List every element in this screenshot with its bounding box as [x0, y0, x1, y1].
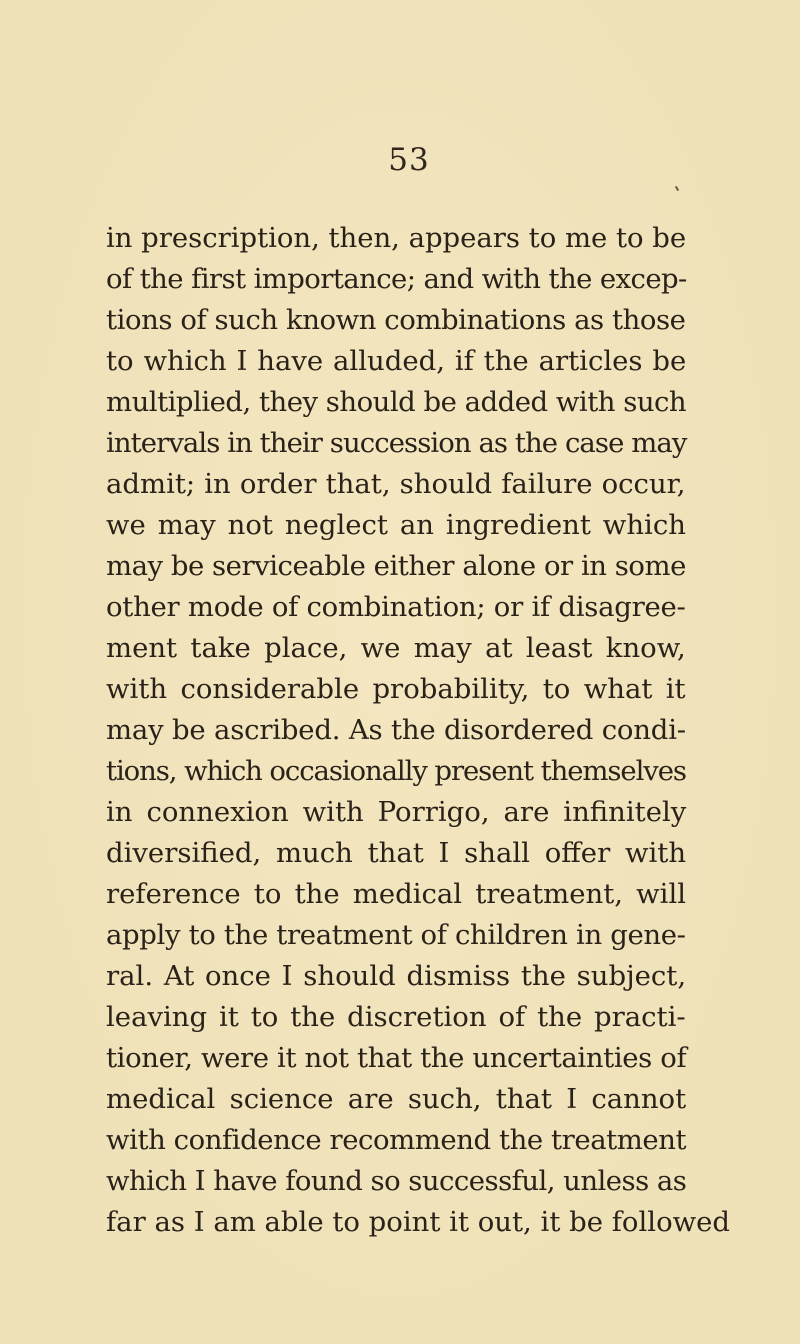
text-line: multiplied, they should be added with such — [106, 386, 687, 418]
text-line: admit; in order that, should failure occur, — [106, 468, 686, 500]
page-number — [0, 142, 800, 178]
text-line: in connexion with Porrigo, are infinitely — [106, 796, 687, 828]
text-line: apply to the treatment of children in gene- — [106, 919, 686, 951]
text-line: to which I have alluded, if the articles be — [106, 345, 687, 377]
text-line: other mode of combination; or if disagree- — [106, 591, 686, 623]
text-line: far as I am able to point it out, it be followed — [106, 1206, 731, 1238]
text-line: of the first importance; and with the excep- — [106, 263, 687, 295]
text-line: tions, which occasionally present themselves — [106, 755, 686, 787]
text-line: tions of such known combinations as those — [106, 304, 686, 336]
text-line: diversified, much that I shall offer with — [106, 837, 687, 869]
ink-speck — [675, 186, 679, 191]
text-line: ment take place, we may at least know, — [106, 632, 686, 664]
text-line: ral. At once I should dismiss the subject, — [106, 960, 687, 992]
text-line: intervals in their succession as the case may — [106, 427, 687, 459]
page-number-text: 53 — [388, 142, 430, 178]
text-line: with considerable probability, to what it — [106, 673, 686, 705]
text-line: tioner, were it not that the uncertainties of — [106, 1042, 687, 1074]
text-line: reference to the medical treatment, will — [106, 878, 687, 910]
text-line: which I have found so successful, unless as — [106, 1165, 687, 1197]
text-line: in prescription, then, appears to me to be — [106, 222, 687, 254]
text-line: may be ascribed. As the disordered condi- — [106, 714, 686, 746]
body-text — [106, 218, 731, 1243]
text-line: we may not neglect an ingredient which — [106, 509, 686, 541]
text-line: leaving it to the discretion of the practi- — [106, 1001, 686, 1033]
text-line: may be serviceable either alone or in some — [106, 550, 686, 582]
text-line: with confidence recommend the treatment — [106, 1124, 687, 1156]
text-line: medical science are such, that I cannot — [106, 1083, 687, 1115]
